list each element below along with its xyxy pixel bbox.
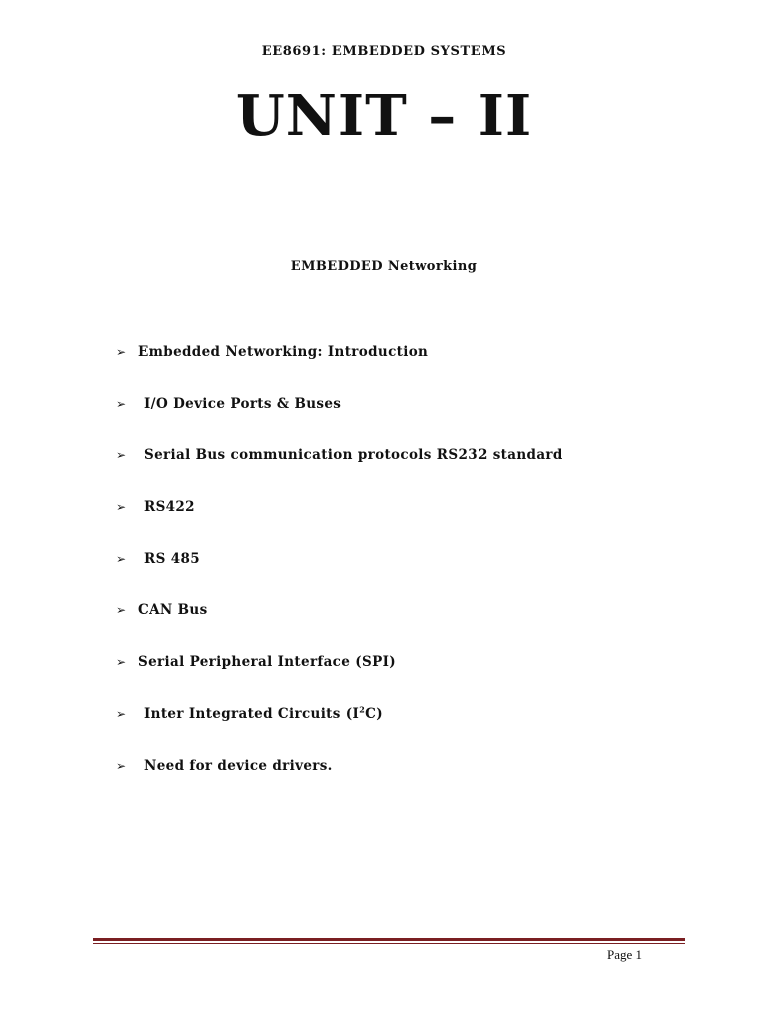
section-subtitle: EMBEDDED Networking: [290, 259, 478, 274]
topic-item: [116, 343, 563, 395]
arrow-bullet-icon: ➢: [116, 706, 127, 721]
arrow-bullet-icon: ➢: [116, 551, 127, 566]
topic-list: [116, 343, 563, 808]
page-header-course: EE8691: EMBEDDED SYSTEMS: [261, 44, 507, 59]
topic-text: RS422: [144, 499, 195, 516]
topic-item: [116, 395, 563, 447]
topic-item: [116, 498, 563, 550]
arrow-bullet-icon: ➢: [116, 603, 127, 618]
topic-text: Serial Peripheral Interface (SPI): [138, 654, 396, 671]
arrow-bullet-icon: ➢: [116, 500, 127, 515]
topic-text: Need for device drivers.: [144, 757, 333, 774]
topic-item: [116, 601, 563, 653]
topic-text-before: Inter Integrated Circuits (I: [144, 705, 360, 722]
arrow-bullet-icon: ➢: [116, 448, 127, 463]
arrow-bullet-icon: ➢: [116, 655, 127, 670]
topic-item: [116, 446, 563, 498]
arrow-bullet-icon: ➢: [116, 396, 127, 411]
topic-item: [116, 757, 563, 809]
footer-double-rule: [93, 938, 685, 945]
topic-text: I/O Device Ports & Buses: [144, 395, 342, 412]
topic-text: CAN Bus: [138, 602, 208, 619]
topic-text-after: C): [365, 705, 383, 722]
topic-text-superscript: 2: [359, 704, 366, 715]
footer-rule-thin: [93, 943, 685, 944]
page-number: Page 1: [607, 947, 643, 962]
arrow-bullet-icon: ➢: [116, 345, 127, 359]
footer-rule-thick: [93, 938, 685, 941]
topic-text: [138, 705, 383, 724]
topic-item: [116, 653, 563, 705]
unit-title: UNIT – II: [235, 83, 533, 149]
topic-text: Serial Bus communication protocols RS232 standard: [144, 447, 563, 464]
topic-text: Embedded Networking: Introduction: [138, 344, 429, 360]
topic-item: [116, 550, 563, 602]
topic-text: RS 485: [144, 550, 200, 567]
arrow-bullet-icon: ➢: [116, 758, 127, 773]
topic-item: [116, 705, 563, 757]
